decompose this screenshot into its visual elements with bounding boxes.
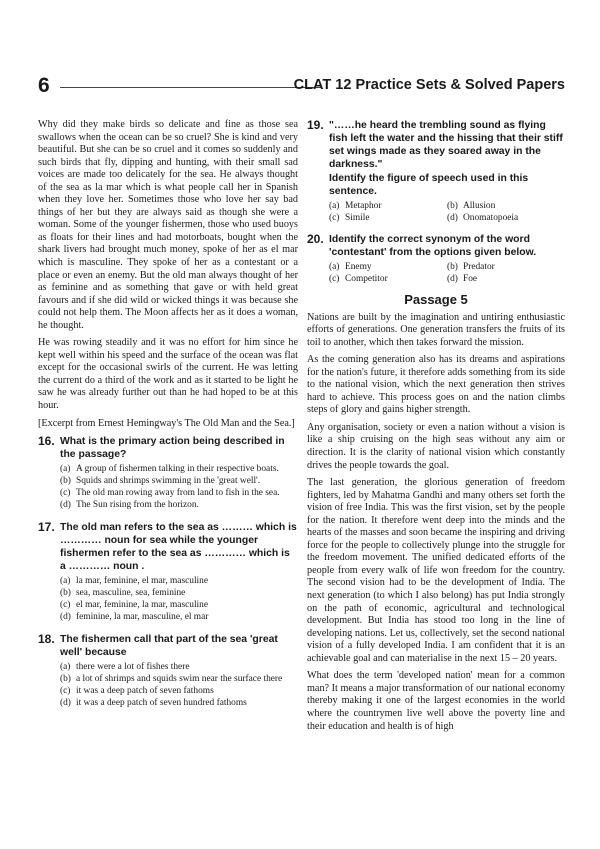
question-20 — [307, 233, 565, 290]
option: (a) A group of fishermen talking in their respective boats. — [60, 464, 279, 475]
passage-paragraph: As the coming generation also has its dreams and aspirations for the nation's future, it therefore adds something from its side to the national vision, which the next generation then strives hard to achieve. This process goes on and the nation climbs steps of glory and gains higher strength. — [307, 354, 565, 416]
question-text: "……he heard the trembling sound as flying fish left the water and the hissing that their stiff set wings made as they soared away in the darkness." — [329, 120, 563, 170]
passage-paragraph: Nations are built by the imagination and untiring enthusiastic efforts of generations. One generation transfers the fruits of its toil to another, which then takes forward the mission. — [307, 311, 565, 348]
question-number: 18. — [38, 632, 55, 647]
option: (b) Predator — [447, 262, 495, 272]
options-grid — [329, 261, 565, 285]
passage-paragraph: What does the term 'developed nation' mean for a common man? It means a major transformation of our national economy thereby making it one of the largest economies in the world where the countrymen live well above the poverty line and their education and health is of high — [307, 670, 565, 732]
question-19 — [307, 119, 565, 229]
right-column — [307, 119, 565, 738]
question-number: 20. — [307, 232, 324, 246]
question-text: The fishermen call that part of the sea 'great well' because — [60, 634, 278, 659]
option: (c) Simile — [329, 213, 370, 223]
question-16 — [38, 435, 298, 517]
question-number: 16. — [38, 434, 55, 449]
options-list — [60, 661, 298, 709]
option: (b) Squids and shrimps swimming in the 'great well'. — [60, 476, 261, 487]
question-17 — [38, 521, 298, 629]
option: (b) a lot of shrimps and squids swim near the surface there — [60, 674, 283, 685]
passage-paragraph: The last generation, the glorious generation of freedom fighters, led by Mahatma Gandhi and many others set forth the vision of free India. This was the first vision, set by the people for the nation. It therefore went deep into the minds and the hearts of the masses and soon became the inspiring and driving force for the people to collectively plunge into the struggle for the freedom movement. The unified dedicated efforts of the people from every walk of life won freedom for the country. The second vision had to be the development of India. The next generation (to which I also belong) has put India strongly on the path of economic, agricultural and technological development. But India has stood too long in the line of developing nations. Let us, collectively, set the second national vision of a fully developed India. I am confident that it is an achievable goal and can materialise in the next 15 – 20 years. — [307, 477, 565, 664]
header-rule — [60, 87, 322, 88]
option: (a) la mar, feminine, el mar, masculine — [60, 576, 209, 587]
option: (c) it was a deep patch of seven fathoms — [60, 686, 214, 697]
option: (a) there were a lot of fishes there — [60, 662, 190, 673]
options-list — [60, 575, 298, 623]
option: (c) el mar, feminine, la mar, masculine — [60, 600, 209, 611]
option: (c) Competitor — [329, 274, 388, 284]
passage-paragraph: Any organisation, society or even a nation without a vision is like a ship cruising on the high seas without any aim or direction. It is the clarity of national vision which constantly drives the people towards the goal. — [307, 421, 565, 471]
options-grid — [329, 200, 565, 224]
option: (d) Onomatopoeia — [447, 213, 519, 223]
option: (c) The old man rowing away from land to fish in the sea. — [60, 488, 280, 499]
question-text: Identify the correct synonym of the word 'contestant' from the options given below. — [329, 234, 537, 258]
option: (b) sea, masculine, sea, feminine — [60, 588, 186, 599]
passage-source: [Excerpt from Ernest Hemingway's The Old Man and the Sea.] — [38, 417, 295, 429]
option: (d) The Sun rising from the horizon. — [60, 500, 199, 511]
book-title: CLAT 12 Practice Sets & Solved Papers — [293, 77, 565, 93]
option: (b) Allusion — [447, 201, 496, 211]
page-header — [38, 76, 565, 98]
option: (a) Metaphor — [329, 201, 382, 211]
option: (a) Enemy — [329, 262, 372, 272]
question-18 — [38, 633, 298, 715]
passage-paragraph: Why did they make birds so delicate and fine as those sea swallows when the ocean can be so cruel? She is kind and very beautiful. But she can be so cruel and it comes so suddenly and such birds that fly, dipping and hunting, with their small sad voices are made too delicately for the sea. He always thought of the sea as la mar which is what people call her in Spanish when they love her. Sometimes those who love her say bad things of her but they are always said as though she were a woman. Some of the younger fishermen, those who used buoys as floats for their lines and had motorboats, bought when the shark livers had brought much money, spoke of her as el mar which is masculine. They spoke of her as a contestant or a place or even an enemy. But the old man always thought of her as feminine and as something that gave or with held great favours and if she did wild or wicked things it was because she could not help them. The Moon affects her as it does a woman, he thought. — [38, 119, 298, 331]
question-instruction: Identify the figure of speech used in this sentence. — [329, 173, 529, 197]
question-number: 17. — [38, 520, 55, 535]
options-list — [60, 463, 298, 511]
passage-title: Passage 5 — [404, 292, 468, 307]
question-text: What is the primary action being described in the passage? — [60, 436, 285, 461]
question-number: 19. — [307, 118, 324, 132]
option: (d) feminine, la mar, masculine, el mar — [60, 612, 209, 623]
left-column — [38, 119, 298, 719]
option: (d) Foe — [447, 274, 478, 284]
page-number: 6 — [38, 74, 50, 97]
passage-paragraph: He was rowing steadily and it was no effort for him since he kept well within his speed and the surface of the ocean was flat except for the occasional swirls of the current. He was letting the current do a third of the work and as it started to be light he saw he was already further out than he had hoped to be at this hour. — [38, 337, 298, 412]
question-text: The old man refers to the sea as ……… which is ………… noun for sea while the younger fishermen refer to the sea as ………… which is a ………… noun . — [60, 522, 297, 573]
option: (d) it was a deep patch of seven hundred fathoms — [60, 698, 247, 709]
